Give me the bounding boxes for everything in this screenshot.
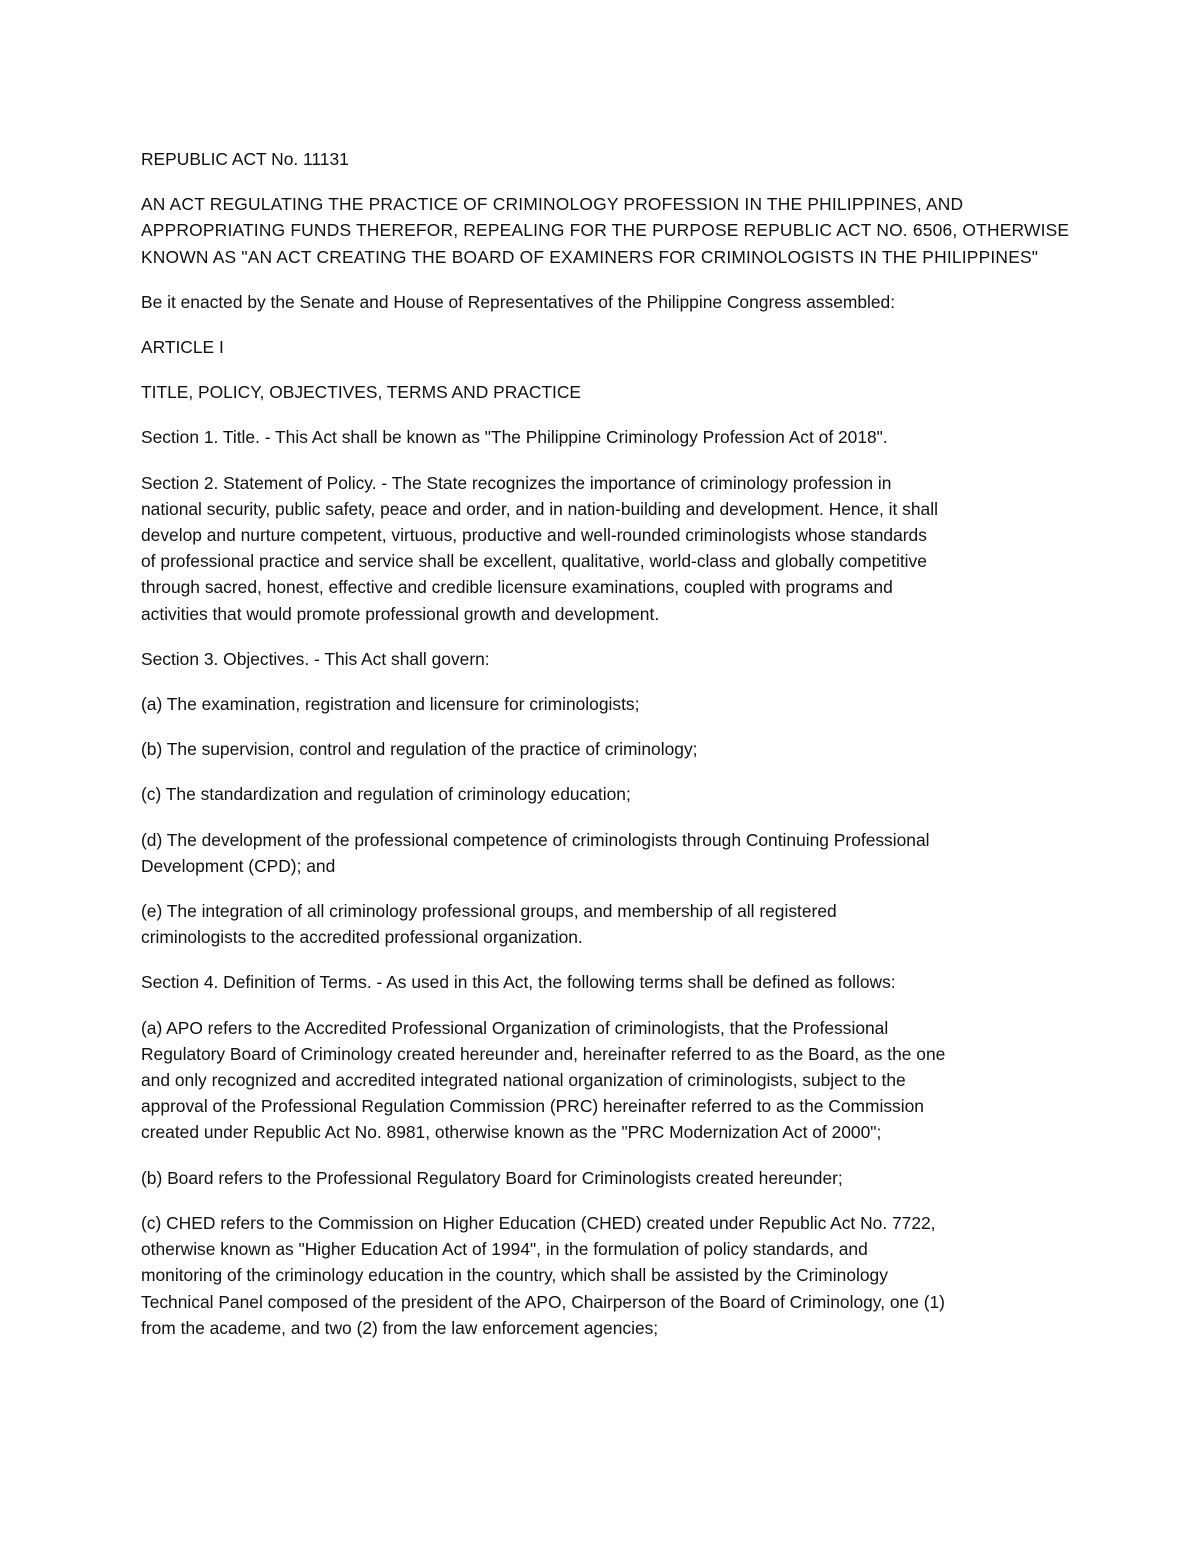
section-2-line: national security, public safety, peace and order, and in nation-building and development. Hence, it shall	[141, 498, 938, 519]
section-2-line: of professional practice and service shall be excellent, qualitative, world-class and globally competitive	[141, 551, 927, 572]
objective-e-line: (e) The integration of all criminology professional groups, and membership of all registered	[141, 901, 837, 922]
act-title-line: AN ACT REGULATING THE PRACTICE OF CRIMINOLOGY PROFESSION IN THE PHILIPPINES, AND	[141, 194, 964, 215]
act-number-heading: REPUBLIC ACT No. 11131	[141, 149, 349, 169]
term-b-board: (b) Board refers to the Professional Regulatory Board for Criminologists created hereunder;	[141, 1167, 843, 1188]
objective-b: (b) The supervision, control and regulation of the practice of criminology;	[141, 739, 698, 760]
section-4-definitions: Section 4. Definition of Terms. - As used in this Act, the following terms shall be defined as follows:	[141, 972, 896, 993]
term-c-line: from the academe, and two (2) from the law enforcement agencies;	[141, 1317, 659, 1338]
term-c-line: monitoring of the criminology education in the country, which shall be assisted by the Criminology	[141, 1265, 888, 1286]
term-c-ched	[141, 1210, 1060, 1341]
enacting-clause: Be it enacted by the Senate and House of Representatives of the Philippine Congress assembled:	[141, 291, 896, 312]
objective-d-line: Development (CPD); and	[141, 855, 336, 876]
term-c-line: (c) CHED refers to the Commission on Higher Education (CHED) created under Republic Act No. 7722,	[141, 1212, 936, 1233]
term-c-line: otherwise known as "Higher Education Act of 1994", in the formulation of policy standards, and	[141, 1239, 868, 1260]
objective-d	[141, 827, 1060, 879]
term-a-line: Regulatory Board of Criminology created hereunder and, hereinafter referred to as the Board, as the one	[141, 1043, 946, 1064]
act-title-line: KNOWN AS "AN ACT CREATING THE BOARD OF EXAMINERS FOR CRIMINOLOGISTS IN THE PHILIPPINES"	[141, 246, 1039, 267]
section-3-objectives: Section 3. Objectives. - This Act shall govern:	[141, 648, 490, 669]
term-a-line: (a) APO refers to the Accredited Professional Organization of criminologists, that the Professional	[141, 1017, 889, 1038]
objective-e	[141, 898, 1060, 950]
section-2-line: Section 2. Statement of Policy. - The State recognizes the importance of criminology profession in	[141, 472, 892, 493]
term-a-apo	[141, 1015, 1060, 1146]
act-title	[141, 191, 1070, 270]
article-title: TITLE, POLICY, OBJECTIVES, TERMS AND PRACTICE	[141, 382, 582, 403]
objective-c: (c) The standardization and regulation of criminology education;	[141, 784, 631, 805]
term-c-line: Technical Panel composed of the president of the APO, Chairperson of the Board of Criminology, one (1)	[141, 1291, 945, 1312]
act-title-line: APPROPRIATING FUNDS THEREFOR, REPEALING FOR THE PURPOSE REPUBLIC ACT NO. 6506, OTHERWISE	[141, 220, 1070, 241]
term-a-line: approval of the Professional Regulation Commission (PRC) hereinafter referred to as the Commission	[141, 1096, 924, 1117]
term-a-line: and only recognized and accredited integrated national organization of criminologists, subject to the	[141, 1070, 906, 1091]
section-2-line: through sacred, honest, effective and credible licensure examinations, coupled with programs and	[141, 577, 893, 598]
section-2-line: develop and nurture competent, virtuous, productive and well-rounded criminologists whose standards	[141, 525, 927, 546]
section-1-title: Section 1. Title. - This Act shall be known as "The Philippine Criminology Profession Act of 2018".	[141, 427, 888, 448]
section-2-policy	[141, 470, 1060, 627]
term-a-line: created under Republic Act No. 8981, otherwise known as the "PRC Modernization Act of 2000";	[141, 1122, 882, 1143]
section-2-line: activities that would promote professional growth and development.	[141, 603, 660, 624]
objective-e-line: criminologists to the accredited professional organization.	[141, 927, 583, 948]
article-heading: ARTICLE I	[141, 337, 224, 358]
objective-a: (a) The examination, registration and licensure for criminologists;	[141, 694, 640, 715]
objective-d-line: (d) The development of the professional competence of criminologists through Continuing Professional	[141, 829, 930, 850]
